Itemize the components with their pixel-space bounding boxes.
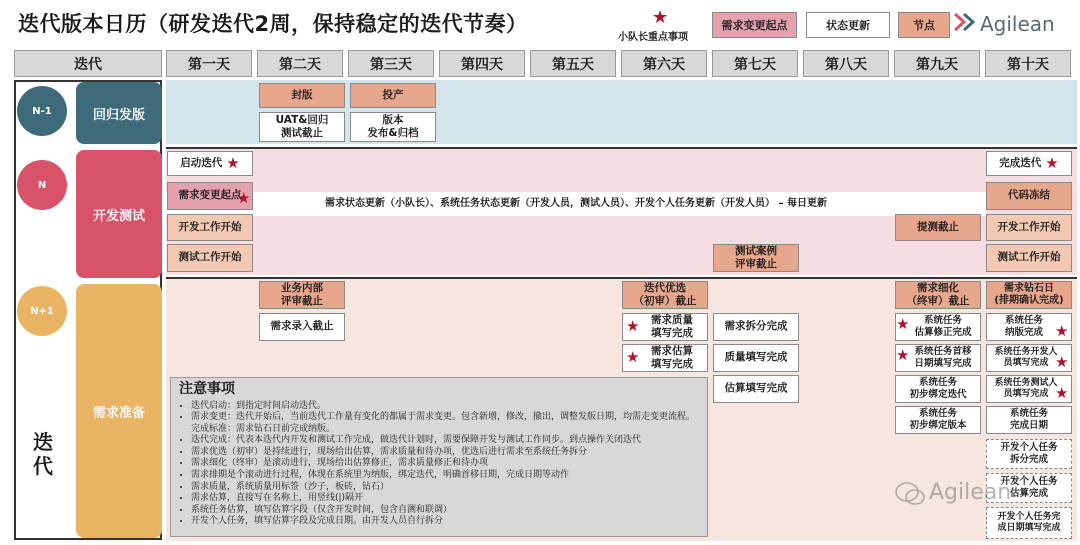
card-quality-filled: 质量填写完成 <box>713 344 799 372</box>
notes-item: • 系统任务估算，填写估算字段（仅含开发时间，包含自测和联调） <box>191 505 699 517</box>
card-release-archive: 版本 发布&归档 <box>350 112 436 142</box>
card-business-review: 业务内部 评审截止 <box>259 281 345 309</box>
star-icon: ★ <box>626 317 640 335</box>
page-title: 迭代版本日历（研发迭代2周，保持稳定的迭代节奏） <box>18 12 528 36</box>
side-vertical-label: 迭代 <box>33 430 53 478</box>
card-req-estimate: 需求估算 填写完成 <box>622 344 708 372</box>
card-sys-test-filled: 系统任务测试人 员填写完成 <box>986 375 1072 403</box>
header-day-2: 第二天 <box>257 50 343 77</box>
notes-item: • 需求细化（终审）是滚动进行，现场给出估算修正，需求质量修正和待办项 <box>191 458 699 470</box>
card-dev-start: 开发工作开始 <box>167 214 253 241</box>
card-sys-first-move: 系统任务首移 日期填写完成 <box>895 344 981 372</box>
star-icon: ★ <box>237 189 251 207</box>
card-personal-estimate: 开发个人任务 估算完成 <box>986 473 1072 503</box>
card-iteration-selection: 迭代优选 （初审）截止 <box>622 281 708 309</box>
notes-item: • 需求变更：迭代开始后，当前迭代工作量有变化的都属于需求变更。包含新增，修改，撤出，调整发版日期，均需走变更流程。 完成标准：需求钻石日前完成纳版。 <box>191 412 699 435</box>
card-sys-bind-iteration: 系统任务 初步绑定迭代 <box>895 375 981 403</box>
star-icon: ★ <box>652 7 669 28</box>
header-day-1: 第一天 <box>166 50 252 77</box>
header-day-9: 第九天 <box>894 50 980 77</box>
card-complete-iteration: 完成迭代 ★ <box>986 151 1072 176</box>
header-day-3: 第三天 <box>348 50 434 77</box>
phase-label-devtest: 开发测试 <box>76 150 162 278</box>
legend-change-start: 需求变更起点 <box>712 12 797 38</box>
watermark <box>895 478 1045 514</box>
card-req-split: 需求拆分完成 <box>713 313 799 341</box>
card-start-iteration: 启动迭代 ★ <box>167 151 253 176</box>
card-sys-complete-date: 系统任务 完成日期 <box>986 406 1072 434</box>
card-estimate-filled: 估算填写完成 <box>713 375 799 403</box>
card-requirement-entry: 需求录入截止 <box>259 313 345 341</box>
header-day-7: 第七天 <box>712 50 798 77</box>
notes-heading: 注意事项 <box>179 381 235 397</box>
star-icon: ★ <box>896 315 910 333</box>
star-icon: ★ <box>1055 384 1069 402</box>
phase-circle-n: N <box>17 160 67 210</box>
header-day-6: 第六天 <box>621 50 707 77</box>
card-sys-dev-filled: 系统任务开发人 员填写完成 <box>986 344 1072 372</box>
header-day-4: 第四天 <box>439 50 525 77</box>
card-uat-deadline: UAT&回归 测试截止 <box>259 112 345 142</box>
star-icon: ★ <box>226 154 240 173</box>
card-freeze-version: 封版 <box>259 83 345 108</box>
card-sys-bind-version: 系统任务 初步绑定版本 <box>895 406 981 434</box>
legend-star-label: 小队长重点事项 <box>618 32 688 43</box>
agilean-logo <box>952 8 1077 42</box>
card-dev-start-2: 开发工作开始 <box>986 214 1072 241</box>
card-sys-estimate-fix: 系统任务 估算修正完成 <box>895 313 981 341</box>
star-icon: ★ <box>1055 353 1069 371</box>
notes-list <box>179 401 699 528</box>
notes-item: • 需求优选（初审）是持续进行，现场给出估算，需求质量和待办项，优选后进行需求至系统任务拆分 <box>191 447 699 459</box>
card-diamond-day: 需求钻石日 (排期确认完成) <box>986 281 1072 309</box>
star-icon: ★ <box>1055 322 1069 340</box>
wechat-icon <box>895 482 925 506</box>
legend-status-update: 状态更新 <box>806 12 890 38</box>
card-testcase-review: 测试案例 评审截止 <box>713 244 799 272</box>
header-day-8: 第八天 <box>803 50 889 77</box>
header-day-5: 第五天 <box>530 50 616 77</box>
card-code-freeze: 代码冻结 <box>986 182 1072 210</box>
watermark-text: Agilean <box>929 480 1012 505</box>
card-req-refine: 需求细化 （终审）截止 <box>895 281 981 309</box>
logo-text: Agilean <box>980 12 1055 36</box>
legend-star <box>618 8 706 42</box>
star-icon: ★ <box>896 346 910 364</box>
phase-circle-n-plus-1: N+1 <box>17 286 67 336</box>
notes-item: • 需求质量，系统质量用标签（沙子，板砖，钻石） <box>191 482 699 494</box>
phase-circle-n-1: N-1 <box>17 86 67 136</box>
phase-label-prep: 需求准备 <box>76 284 162 538</box>
card-production: 投产 <box>350 83 436 108</box>
header-day-10: 第十天 <box>985 50 1071 77</box>
notes-item: • 迭代启动：到指定时间启动迭代。 <box>191 401 699 413</box>
legend-node: 节点 <box>898 12 950 38</box>
notes-item: • 迭代完成：代表本迭代内开发和测试工作完成，做迭代计划时，需要保障开发与测试工作同步。到点操作关闭迭代 <box>191 435 699 447</box>
card-sys-version-done: 系统任务 纳版完成 <box>986 313 1072 341</box>
card-test-start: 测试工作开始 <box>167 244 253 272</box>
logo-mark-icon <box>952 10 976 34</box>
card-req-quality: 需求质量 填写完成 <box>622 313 708 341</box>
card-submit-test-deadline: 提测截止 <box>895 214 981 241</box>
card-test-start-2: 测试工作开始 <box>986 244 1072 272</box>
status-update-strip: 需求状态更新（小队长）、系统任务状态更新（开发人员，测试人员）、开发个人任务更新（开发人员） – 每日更新 <box>166 192 986 216</box>
card-change-start: 需求变更起点 <box>167 182 253 210</box>
phase-label-regression: 回归发版 <box>76 82 162 144</box>
header-iteration: 迭代 <box>14 50 162 77</box>
notes-item: • 需求估算，直接写在名称上，用竖线(|)隔开 <box>191 493 699 505</box>
notes-item: • 开发个人任务，填写估算字段及完成日期。由开发人员自行拆分 <box>191 516 699 528</box>
card-personal-date: 开发个人任务完 成日期填写完成 <box>986 507 1072 539</box>
star-icon: ★ <box>1045 154 1059 173</box>
card-personal-split: 开发个人任务 拆分完成 <box>986 439 1072 469</box>
notes-item: • 需求排期是个滚动进行过程，体现在系统里为纳版，绑定迭代，明确首移日期，完成日期等动作 <box>191 470 699 482</box>
notes-panel <box>170 377 708 537</box>
star-icon: ★ <box>626 348 640 366</box>
